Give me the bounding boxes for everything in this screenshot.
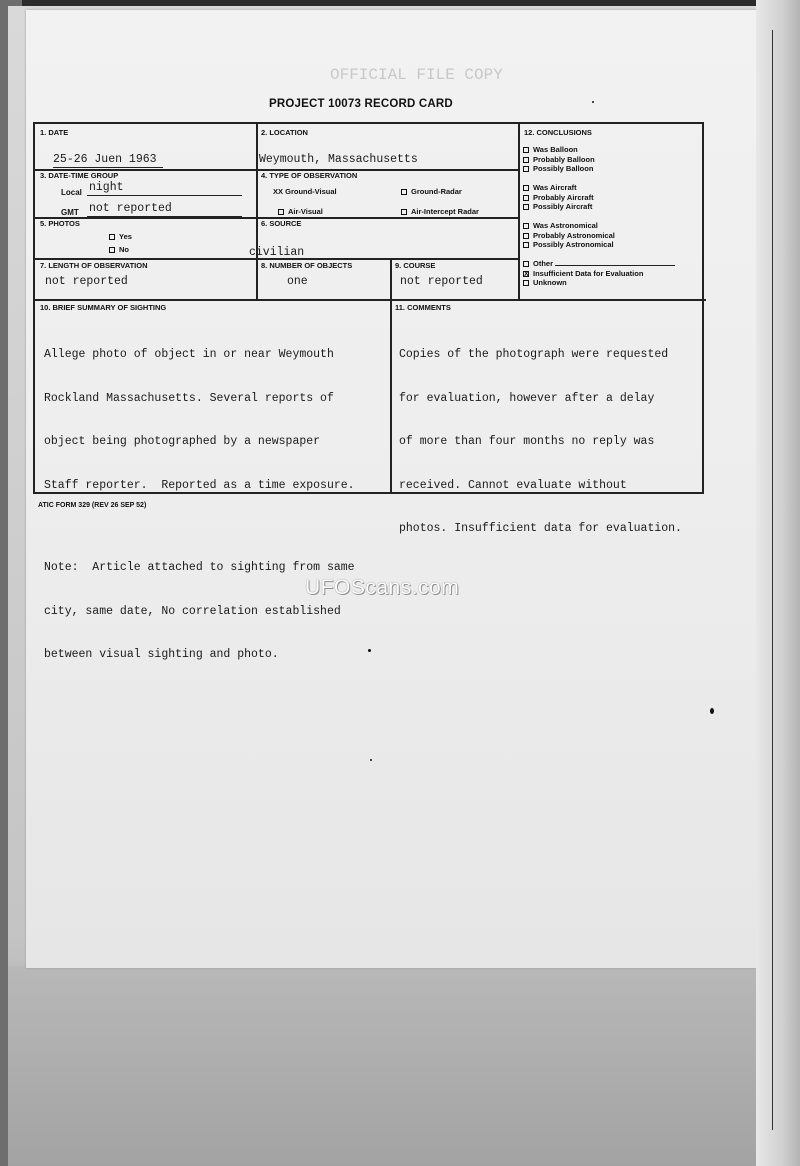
date-label: 1. DATE bbox=[40, 128, 69, 137]
air-intercept-label: Air-Intercept Radar bbox=[411, 207, 479, 216]
conclusion-item bbox=[523, 231, 615, 241]
conclusion-item bbox=[523, 183, 594, 193]
type-ground-visual bbox=[273, 187, 337, 196]
conclusion-label: Other bbox=[533, 259, 554, 268]
summary-line: Note: Article attached to sighting from same bbox=[44, 561, 355, 574]
air-visual-label: Air-Visual bbox=[288, 207, 323, 216]
comment-line: received. Cannot evaluate without bbox=[399, 478, 627, 492]
conclusion-label: Was Balloon bbox=[533, 145, 578, 154]
checkbox-icon bbox=[523, 261, 529, 267]
summary-line: object being photographed by a newspaper bbox=[44, 435, 321, 448]
summary-line: between visual sighting and photo. bbox=[44, 648, 279, 661]
conclusion-label: Insufficient Data for Evaluation bbox=[533, 268, 644, 278]
checkbox-icon bbox=[523, 195, 529, 201]
summary-line: Rockland Massachusetts. Several reports of bbox=[44, 391, 334, 405]
checkbox-icon bbox=[523, 157, 529, 163]
conclusion-item bbox=[523, 278, 675, 288]
comment-line: photos. Insufficient data for evaluation. bbox=[399, 522, 682, 535]
checkbox-icon bbox=[523, 166, 529, 172]
ground-visual-mark: XX bbox=[273, 187, 284, 196]
summary-line: Allege photo of object in or near Weymouth bbox=[44, 348, 334, 361]
gmt-label: GMT bbox=[61, 208, 79, 217]
comment-line: for evaluation, however after a delay bbox=[399, 391, 655, 405]
conclusion-label: Possibly Astronomical bbox=[533, 240, 614, 249]
speck bbox=[592, 101, 594, 103]
conclusion-group-other bbox=[523, 259, 675, 288]
ground-radar-label: Ground-Radar bbox=[411, 187, 462, 196]
ghost-stamp: OFFICIAL FILE COPY bbox=[330, 66, 503, 84]
photos-yes bbox=[109, 232, 132, 241]
checkbox-icon bbox=[523, 204, 529, 210]
course-label: 9. COURSE bbox=[395, 261, 436, 270]
comments-label: 11. COMMENTS bbox=[395, 303, 451, 312]
conclusion-group-astronomical bbox=[523, 221, 615, 250]
conclusion-label: Probably Balloon bbox=[533, 154, 595, 164]
conclusion-label: Was Astronomical bbox=[533, 221, 598, 230]
dtg-label: 3. DATE-TIME GROUP bbox=[40, 171, 119, 180]
date-underline bbox=[53, 167, 163, 168]
summary-label: 10. BRIEF SUMMARY OF SIGHTING bbox=[40, 303, 167, 312]
source-label: 6. SOURCE bbox=[261, 219, 302, 228]
ground-visual-label: Ground-Visual bbox=[285, 187, 337, 196]
conclusion-label: Probably Aircraft bbox=[533, 192, 594, 202]
checkbox-icon bbox=[523, 185, 529, 191]
watermark: UFOScans.com bbox=[305, 576, 460, 599]
checkbox-icon bbox=[401, 209, 407, 215]
type-ground-radar bbox=[401, 187, 462, 196]
checkbox-icon bbox=[109, 247, 115, 253]
objects-label: 8. NUMBER OF OBJECTS bbox=[261, 261, 353, 270]
local-underline bbox=[87, 195, 242, 196]
photos-no-label: No bbox=[119, 245, 129, 254]
length-label: 7. LENGTH OF OBSERVATION bbox=[40, 261, 148, 270]
conclusion-group-balloon bbox=[523, 145, 595, 174]
photos-yes-label: Yes bbox=[119, 232, 132, 241]
checkbox-icon bbox=[523, 223, 529, 229]
type-label: 4. TYPE OF OBSERVATION bbox=[261, 171, 358, 180]
checkbox-icon bbox=[401, 189, 407, 195]
conclusion-item bbox=[523, 193, 594, 203]
photos-label: 5. PHOTOS bbox=[40, 219, 80, 228]
checkbox-icon bbox=[109, 234, 115, 240]
course-value: not reported bbox=[400, 275, 483, 288]
conclusion-item bbox=[523, 202, 594, 212]
conclusion-item bbox=[523, 164, 595, 174]
conclusion-item bbox=[523, 240, 615, 250]
comment-line: of more than four months no reply was bbox=[399, 435, 655, 448]
speck bbox=[710, 708, 714, 714]
conclusion-item-checked bbox=[523, 269, 675, 279]
divider bbox=[518, 124, 520, 300]
objects-value: one bbox=[287, 275, 308, 288]
card-title: PROJECT 10073 RECORD CARD bbox=[269, 98, 453, 110]
checked-box-icon: X bbox=[524, 270, 529, 278]
conclusion-label: Unknown bbox=[533, 278, 567, 287]
conclusion-item bbox=[523, 155, 595, 165]
checkbox-icon bbox=[278, 209, 284, 215]
conclusion-label: Was Aircraft bbox=[533, 183, 577, 192]
checkbox-icon bbox=[523, 147, 529, 153]
summary-line bbox=[44, 522, 355, 532]
length-value: not reported bbox=[45, 275, 128, 288]
date-value: 25-26 Juen 1963 bbox=[53, 153, 157, 166]
other-underline bbox=[555, 265, 675, 266]
local-value: night bbox=[89, 181, 124, 194]
divider bbox=[390, 259, 392, 494]
form-footer: ATIC FORM 329 (REV 26 SEP 52) bbox=[38, 502, 147, 509]
checkbox-icon bbox=[523, 233, 529, 239]
speck bbox=[370, 759, 372, 761]
conclusion-label: Possibly Balloon bbox=[533, 164, 594, 173]
conclusion-item bbox=[523, 145, 595, 155]
checkbox-icon bbox=[523, 242, 529, 248]
source-value: civilian bbox=[249, 246, 305, 259]
conclusions-label: 12. CONCLUSIONS bbox=[524, 128, 592, 137]
type-air-visual bbox=[278, 207, 323, 216]
checkbox-icon bbox=[523, 280, 529, 286]
conclusion-label: Probably Astronomical bbox=[533, 230, 615, 240]
scan-lower-area bbox=[8, 966, 780, 1166]
photos-no bbox=[109, 245, 129, 254]
summary-line: city, same date, No correlation established bbox=[44, 604, 341, 618]
location-value: Weymouth, Massachusetts bbox=[259, 153, 418, 166]
location-label: 2. LOCATION bbox=[261, 128, 308, 137]
comment-line: Copies of the photograph were requested bbox=[399, 348, 669, 361]
divider bbox=[256, 124, 258, 300]
divider bbox=[35, 299, 706, 301]
conclusion-group-aircraft bbox=[523, 183, 594, 212]
gmt-value: not reported bbox=[89, 202, 172, 215]
type-air-intercept bbox=[401, 207, 479, 216]
conclusion-item bbox=[523, 259, 675, 269]
comments-text bbox=[399, 319, 682, 566]
conclusion-label: Possibly Aircraft bbox=[533, 202, 593, 211]
local-label: Local bbox=[61, 188, 82, 197]
conclusion-item bbox=[523, 221, 615, 231]
scan-right-strip bbox=[756, 0, 800, 1166]
gmt-underline bbox=[87, 216, 242, 217]
summary-line: Staff reporter. Reported as a time exposure. bbox=[44, 478, 355, 492]
speck bbox=[368, 649, 371, 652]
